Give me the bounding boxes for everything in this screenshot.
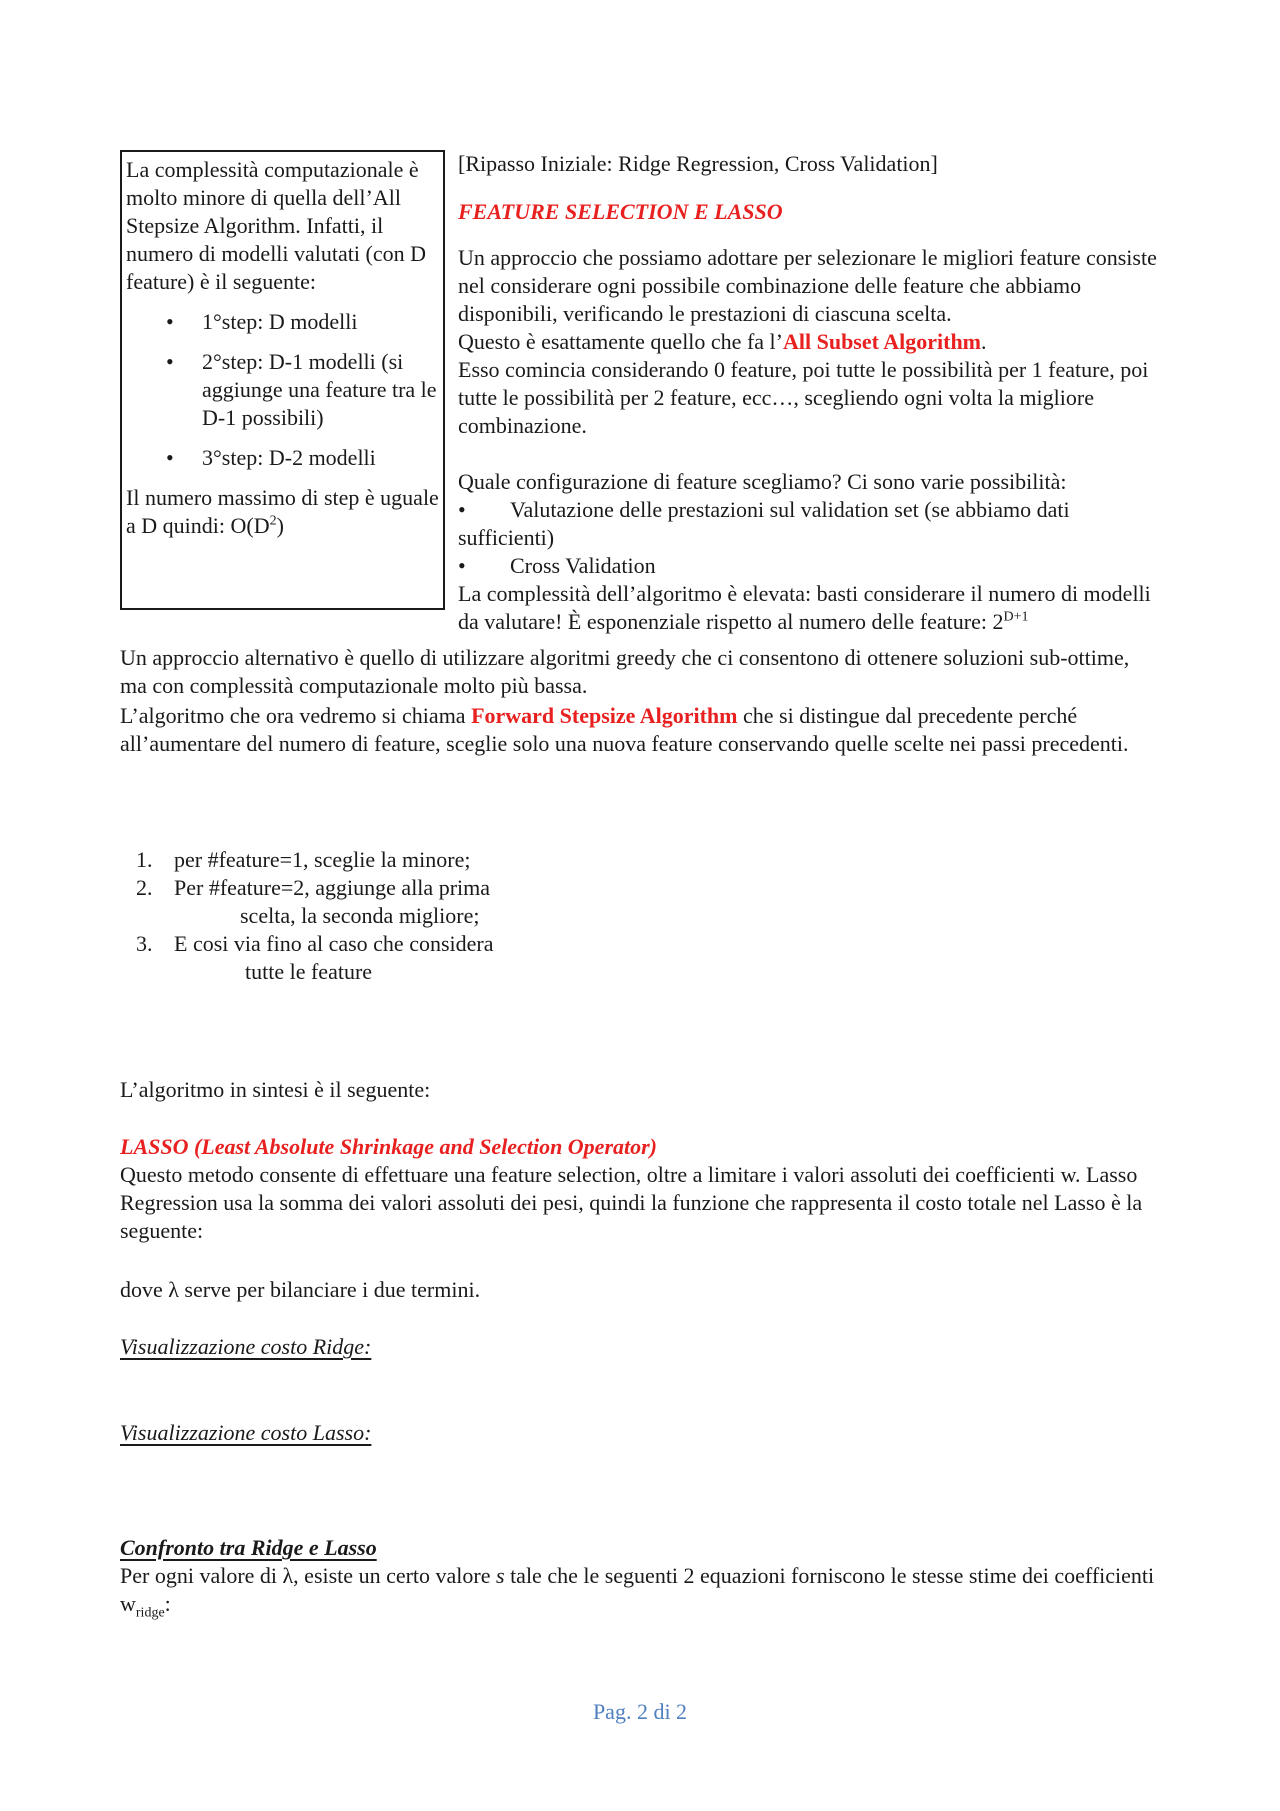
- paragraph-lasso: Questo metodo consente di effettuare una feature selection, oltre a limitare i valori assoluti dei coefficienti w. Lasso Regression usa la somma dei valori assoluti dei pesi, quindi la funzione che rappresenta il costo totale nel Lasso è la seguente:: [120, 1162, 1143, 1243]
- bullet-marker: •: [458, 553, 466, 578]
- list-item: 2. Per #feature=2, aggiunge alla prima scelta, la seconda migliore;: [136, 875, 491, 928]
- paragraph-process: Esso comincia considerando 0 feature, poi tutte le possibilità per 1 feature, poi tutte le possibilità per 2 feature, ecc…, scegliendo ogni volta la migliore combinazione.: [458, 357, 1149, 438]
- heading-vis-lasso: Visualizzazione costo Lasso:: [120, 1420, 372, 1445]
- page-number: Pag. 2 di 2: [592, 1699, 688, 1724]
- paragraph-approach: Un approccio che possiamo adottare per selezionare le migliori feature consiste nel considerare ogni possibile combinazione delle feature che abbiamo disponibili, verificando le prestazioni di ciascuna scelta.: [458, 245, 1157, 326]
- paragraph-sintesi: L’algoritmo in sintesi è il seguente:: [120, 1077, 431, 1102]
- list-item: 1. per #feature=1, sceglie la minore;: [136, 847, 471, 872]
- bullet-text: 3°step: D-2 modelli: [202, 445, 376, 470]
- paragraph-complexity: La complessità dell’algoritmo è elevata: basti considerare il numero di modelli da valutare! È esponenziale rispetto al numero delle feature: $2^{D+1}$: [458, 581, 1151, 634]
- paragraph-lambda: dove λ serve per bilanciare i due termini.: [120, 1277, 481, 1302]
- paragraph-confronto: Per ogni valore di λ, esiste un certo valore s tale che le seguenti 2 equazioni forniscono le stesse stime dei coefficienti $w_{ridge}$:: [120, 1563, 1155, 1621]
- right-column: [458, 150, 1158, 636]
- bullet-marker: •: [166, 445, 174, 470]
- heading-confronto: Confronto tra Ridge e Lasso: [120, 1535, 377, 1560]
- complexity-outro: Il numero massimo di step è uguale a D quindi: $O(D^2)$: [126, 485, 439, 538]
- paragraph-forward: L’algoritmo che ora vedremo si chiama Forward Stepsize Algorithm che si distingue dal precedente perché all’aumentare del numero di feature, sceglie solo una nuova feature conservando quelle scelte nei passi precedenti.: [120, 703, 1129, 756]
- paragraph-greedy: Un approccio alternativo è quello di utilizzare algoritmi greedy che ci consentono di ottenere soluzioni sub-ottime, ma con complessità computazionale molto più bassa.: [120, 645, 1130, 698]
- bullet-text: 1°step: D modelli: [202, 309, 358, 334]
- bullet-text: 2°step: D-1 modelli (si aggiunge una feature tra le D-1 possibili): [202, 349, 437, 430]
- heading-vis-ridge: Visualizzazione costo Ridge:: [120, 1334, 372, 1359]
- all-subset-highlight: All Subset Algorithm: [782, 329, 982, 354]
- bullet-marker: •: [166, 309, 174, 334]
- paragraph-all-subset: Questo è esattamente quello che fa l’All Subset Algorithm.: [458, 329, 987, 354]
- option-item: • Cross Validation: [458, 553, 656, 578]
- complexity-bullet: [126, 308, 439, 336]
- paragraph-question: Quale configurazione di feature scegliamo? Ci sono varie possibilità:: [458, 469, 1067, 494]
- complexity-intro: La complessità computazionale è molto minore di quella dell’All Stepsize Algorithm. Infatti, il numero di modelli valutati (con D feature) è il seguente:: [126, 157, 426, 294]
- complexity-bullet: [126, 444, 439, 472]
- bullet-marker: •: [166, 349, 174, 374]
- complexity-bullet: [126, 348, 439, 432]
- bullet-marker: •: [458, 497, 466, 522]
- ripasso-note: [Ripasso Iniziale: Ridge Regression, Cross Validation]: [458, 151, 938, 176]
- steps-list: [130, 846, 550, 986]
- section-title-lasso: LASSO (Least Absolute Shrinkage and Selection Operator): [120, 1134, 658, 1159]
- list-item: 3. E cosi via fino al caso che considera tutte le feature: [136, 931, 494, 984]
- option-item: • Valutazione delle prestazioni sul validation set (se abbiamo dati sufficienti): [458, 497, 1070, 550]
- forward-stepsize-highlight: Forward Stepsize Algorithm: [471, 703, 738, 728]
- section-title-feature-selection: FEATURE SELECTION E LASSO: [458, 199, 783, 224]
- complexity-note-box: [120, 150, 445, 610]
